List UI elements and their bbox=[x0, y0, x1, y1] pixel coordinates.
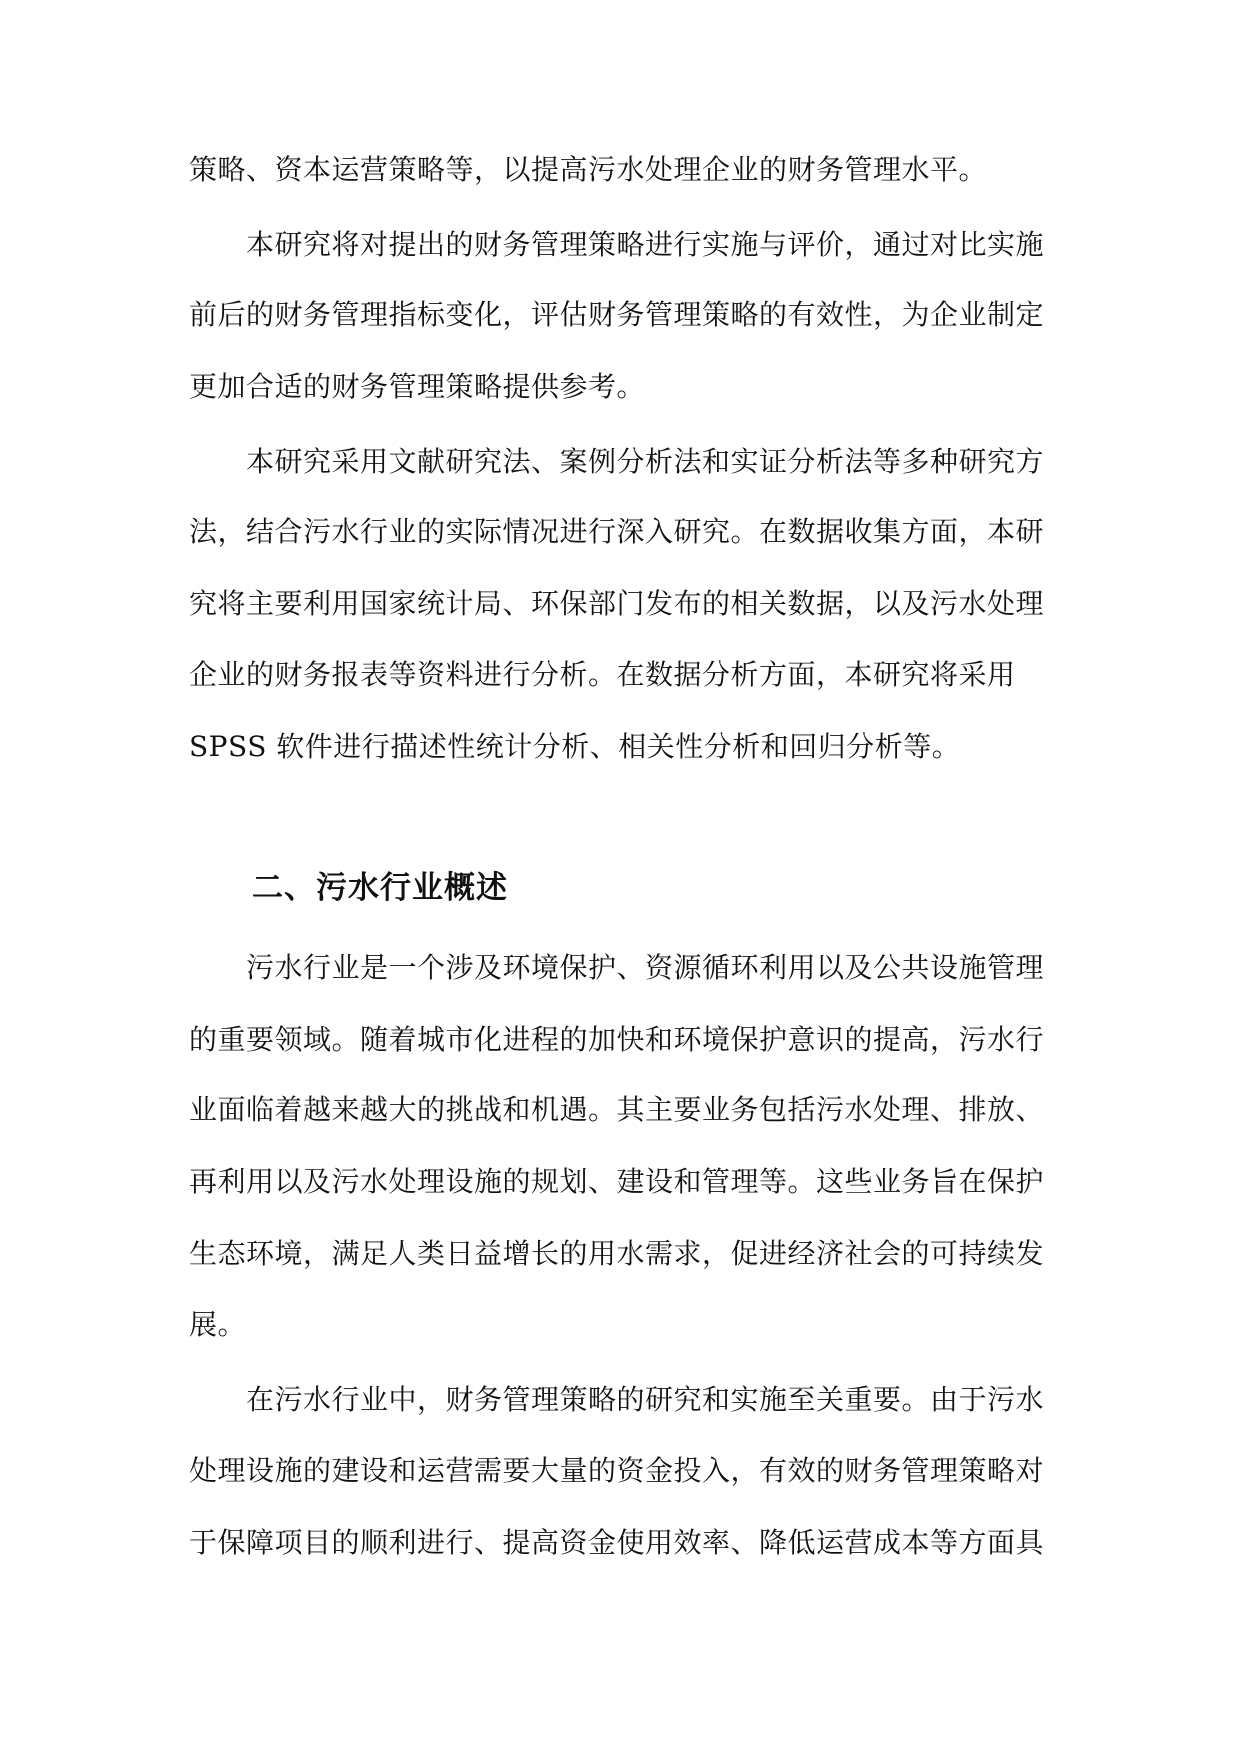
paragraph-line: 企业的财务报表等资料进行分析。在数据分析方面，本研究将采用 bbox=[189, 658, 1016, 691]
paragraph-line: 前后的财务管理指标变化，评估财务管理策略的有效性，为企业制定 bbox=[189, 298, 1045, 331]
section-heading: 二、污水行业概述 bbox=[252, 870, 508, 906]
paragraph-line: 展。 bbox=[189, 1308, 247, 1341]
paragraph-line: 污水行业是一个涉及环境保护、资源循环利用以及公共设施管理 bbox=[246, 951, 1045, 984]
paragraph-line: 在污水行业中，财务管理策略的研究和实施至关重要。由于污水 bbox=[246, 1383, 1045, 1416]
paragraph-line: 业面临着越来越大的挑战和机遇。其主要业务包括污水处理、排放、 bbox=[189, 1093, 1045, 1126]
paragraph-line: 的重要领域。随着城市化进程的加快和环境保护意识的提高，污水行 bbox=[189, 1023, 1045, 1056]
paragraph-line: 更加合适的财务管理策略提供参考。 bbox=[189, 370, 646, 403]
paragraph-line: 本研究采用文献研究法、案例分析法和实证分析法等多种研究方 bbox=[246, 445, 1045, 478]
paragraph-line: 生态环境，满足人类日益增长的用水需求，促进经济社会的可持续发 bbox=[189, 1237, 1045, 1270]
paragraph-line: 于保障项目的顺利进行、提高资金使用效率、降低运营成本等方面具 bbox=[189, 1526, 1045, 1559]
paragraph-line: 处理设施的建设和运营需要大量的资金投入，有效的财务管理策略对 bbox=[189, 1454, 1045, 1487]
paragraph-line: 再利用以及污水处理设施的规划、建设和管理等。这些业务旨在保护 bbox=[189, 1165, 1045, 1198]
paragraph-line: 本研究将对提出的财务管理策略进行实施与评价，通过对比实施 bbox=[246, 228, 1045, 261]
paragraph-line: 策略、资本运营策略等，以提高污水处理企业的财务管理水平。 bbox=[189, 153, 988, 186]
paragraph-line: SPSS 软件进行描述性统计分析、相关性分析和回归分析等。 bbox=[189, 730, 961, 763]
paragraph-line: 法，结合污水行业的实际情况进行深入研究。在数据收集方面，本研 bbox=[189, 515, 1045, 548]
paragraph-line: 究将主要利用国家统计局、环保部门发布的相关数据，以及污水处理 bbox=[189, 587, 1045, 620]
